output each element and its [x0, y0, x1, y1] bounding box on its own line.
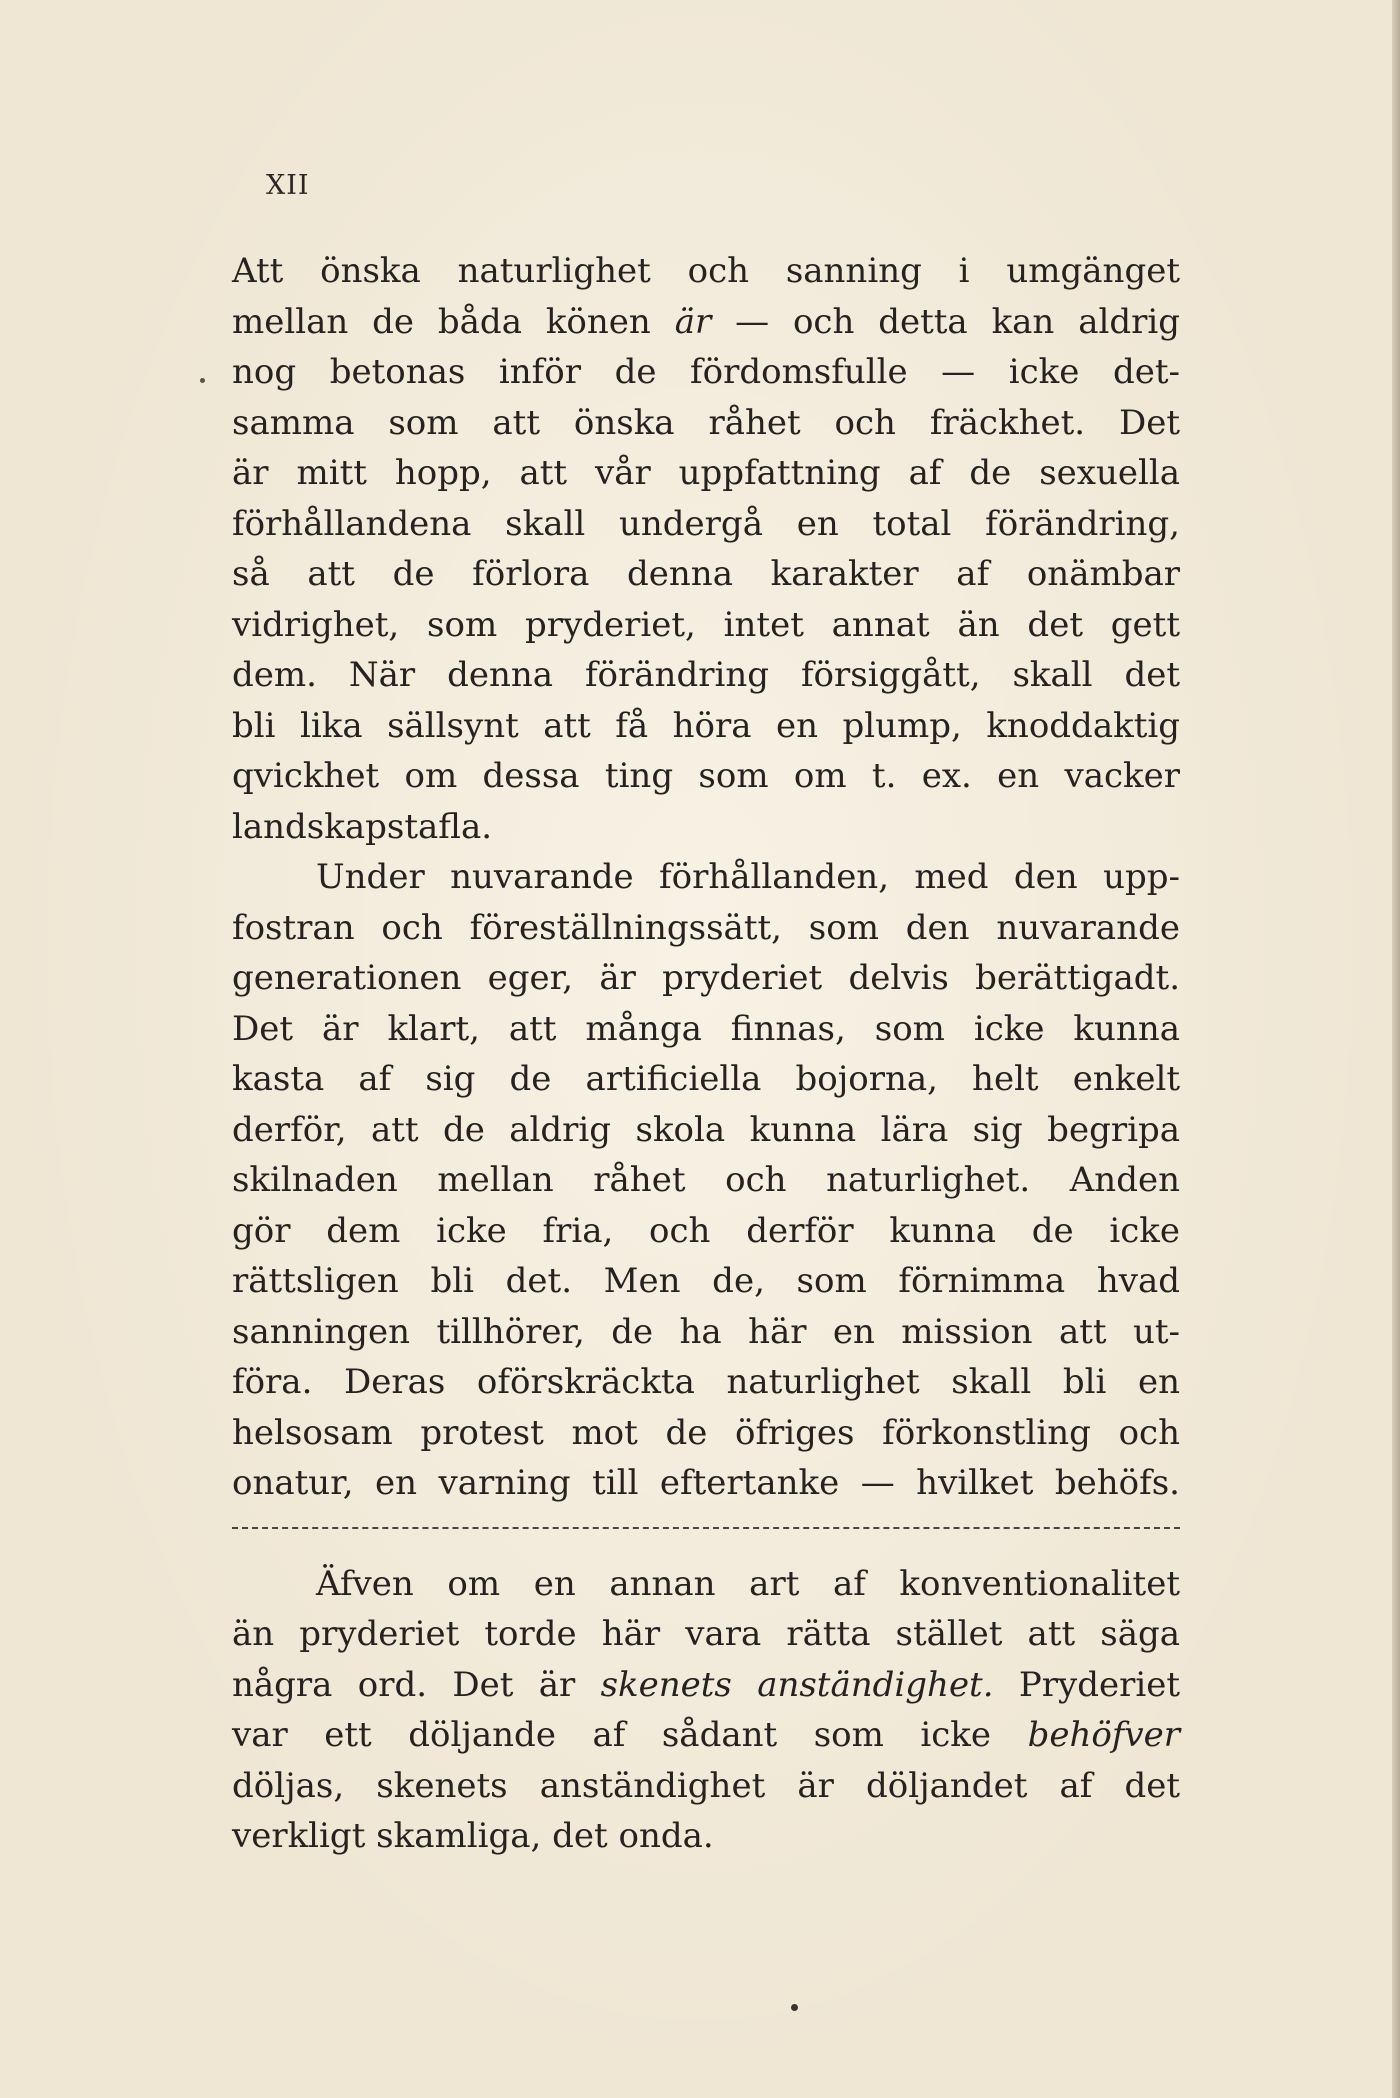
body-text [232, 246, 1180, 1862]
text-line: förhållandena skall undergå en total förändring, [232, 503, 1180, 544]
text-line: helsosam protest mot de öfriges förkonstling och [232, 1412, 1180, 1453]
text-line: så att de förlora denna karakter af onämbar [232, 554, 1180, 594]
text-line: nog betonas inför de fördomsfulle — icke det- [232, 352, 1180, 392]
text-line: skilnaden mellan råhet och naturlighet. Anden [232, 1160, 1180, 1200]
italic-emphasis: skenets anständighet. [600, 1664, 994, 1705]
text-line: landskapstafla. [232, 806, 493, 847]
italic-emphasis: är [674, 301, 712, 342]
text-line: gör dem icke fria, och derför kunna de icke [232, 1210, 1180, 1251]
text-line [232, 1710, 1180, 1761]
text-line: än pryderiet torde här vara rätta stället att säga [232, 1614, 1180, 1654]
text-fragment: var ett döljande af sådant som icke [232, 1715, 1028, 1755]
text-line: qvickhet om dessa ting som om t. ex. en vacker [232, 756, 1180, 796]
page-number: XII [266, 170, 310, 201]
dashed-separator [232, 1509, 1180, 1559]
text-line: rättsligen bli det. Men de, som förnimma hvad [232, 1261, 1180, 1301]
separator-rule [232, 1527, 1180, 1529]
text-fragment: Pryderiet [993, 1664, 1180, 1705]
text-line: Under nuvarande förhållanden, med den upp- [316, 857, 1180, 897]
text-line: föra. Deras oförskräckta naturlighet skall bli en [232, 1362, 1180, 1402]
text-line: dem. När denna förändring försiggått, skall det [232, 655, 1180, 695]
text-line: är mitt hopp, att vår uppfattning af de sexuella [232, 453, 1180, 493]
text-line: fostran och föreställningssätt, som den nuvarande [232, 907, 1180, 948]
print-speck [791, 2004, 798, 2011]
page-edge [1392, 0, 1400, 2098]
text-line: samma som att önska råhet och fräckhet. Det [232, 402, 1180, 443]
text-line: vidrighet, som pryderiet, intet annat än det gett [232, 604, 1180, 645]
text-fragment: — och detta kan aldrig [711, 301, 1180, 342]
text-line: onatur, en varning till eftertanke — hvilket behöfs. [232, 1463, 1180, 1503]
text-line [232, 297, 1180, 348]
text-line: döljas, skenets anständighet är döljandet af det [232, 1765, 1180, 1806]
text-line: Äfven om en annan art af konventionalitet [316, 1563, 1180, 1604]
text-line: derför, att de aldrig skola kunna lära sig begripa [232, 1109, 1180, 1150]
text-fragment: mellan de båda könen [232, 301, 675, 342]
italic-emphasis: behöfver [1027, 1715, 1180, 1755]
text-line: bli lika sällsynt att få höra en plump, knoddaktig [232, 705, 1180, 746]
text-line: Det är klart, att många finnas, som icke kunna [232, 1008, 1180, 1049]
text-line: generationen eger, är pryderiet delvis berättigadt. [232, 958, 1180, 998]
margin-mark [200, 378, 205, 383]
text-line: verkligt skamliga, det onda. [232, 1816, 714, 1856]
text-line: kasta af sig de artificiella bojorna, helt enkelt [232, 1059, 1180, 1099]
text-line: Att önska naturlighet och sanning i umgänget [232, 251, 1180, 291]
text-line [232, 1660, 1180, 1711]
text-line: sanningen tillhörer, de ha här en mission att ut- [232, 1311, 1180, 1352]
text-fragment: några ord. Det är [232, 1664, 601, 1705]
